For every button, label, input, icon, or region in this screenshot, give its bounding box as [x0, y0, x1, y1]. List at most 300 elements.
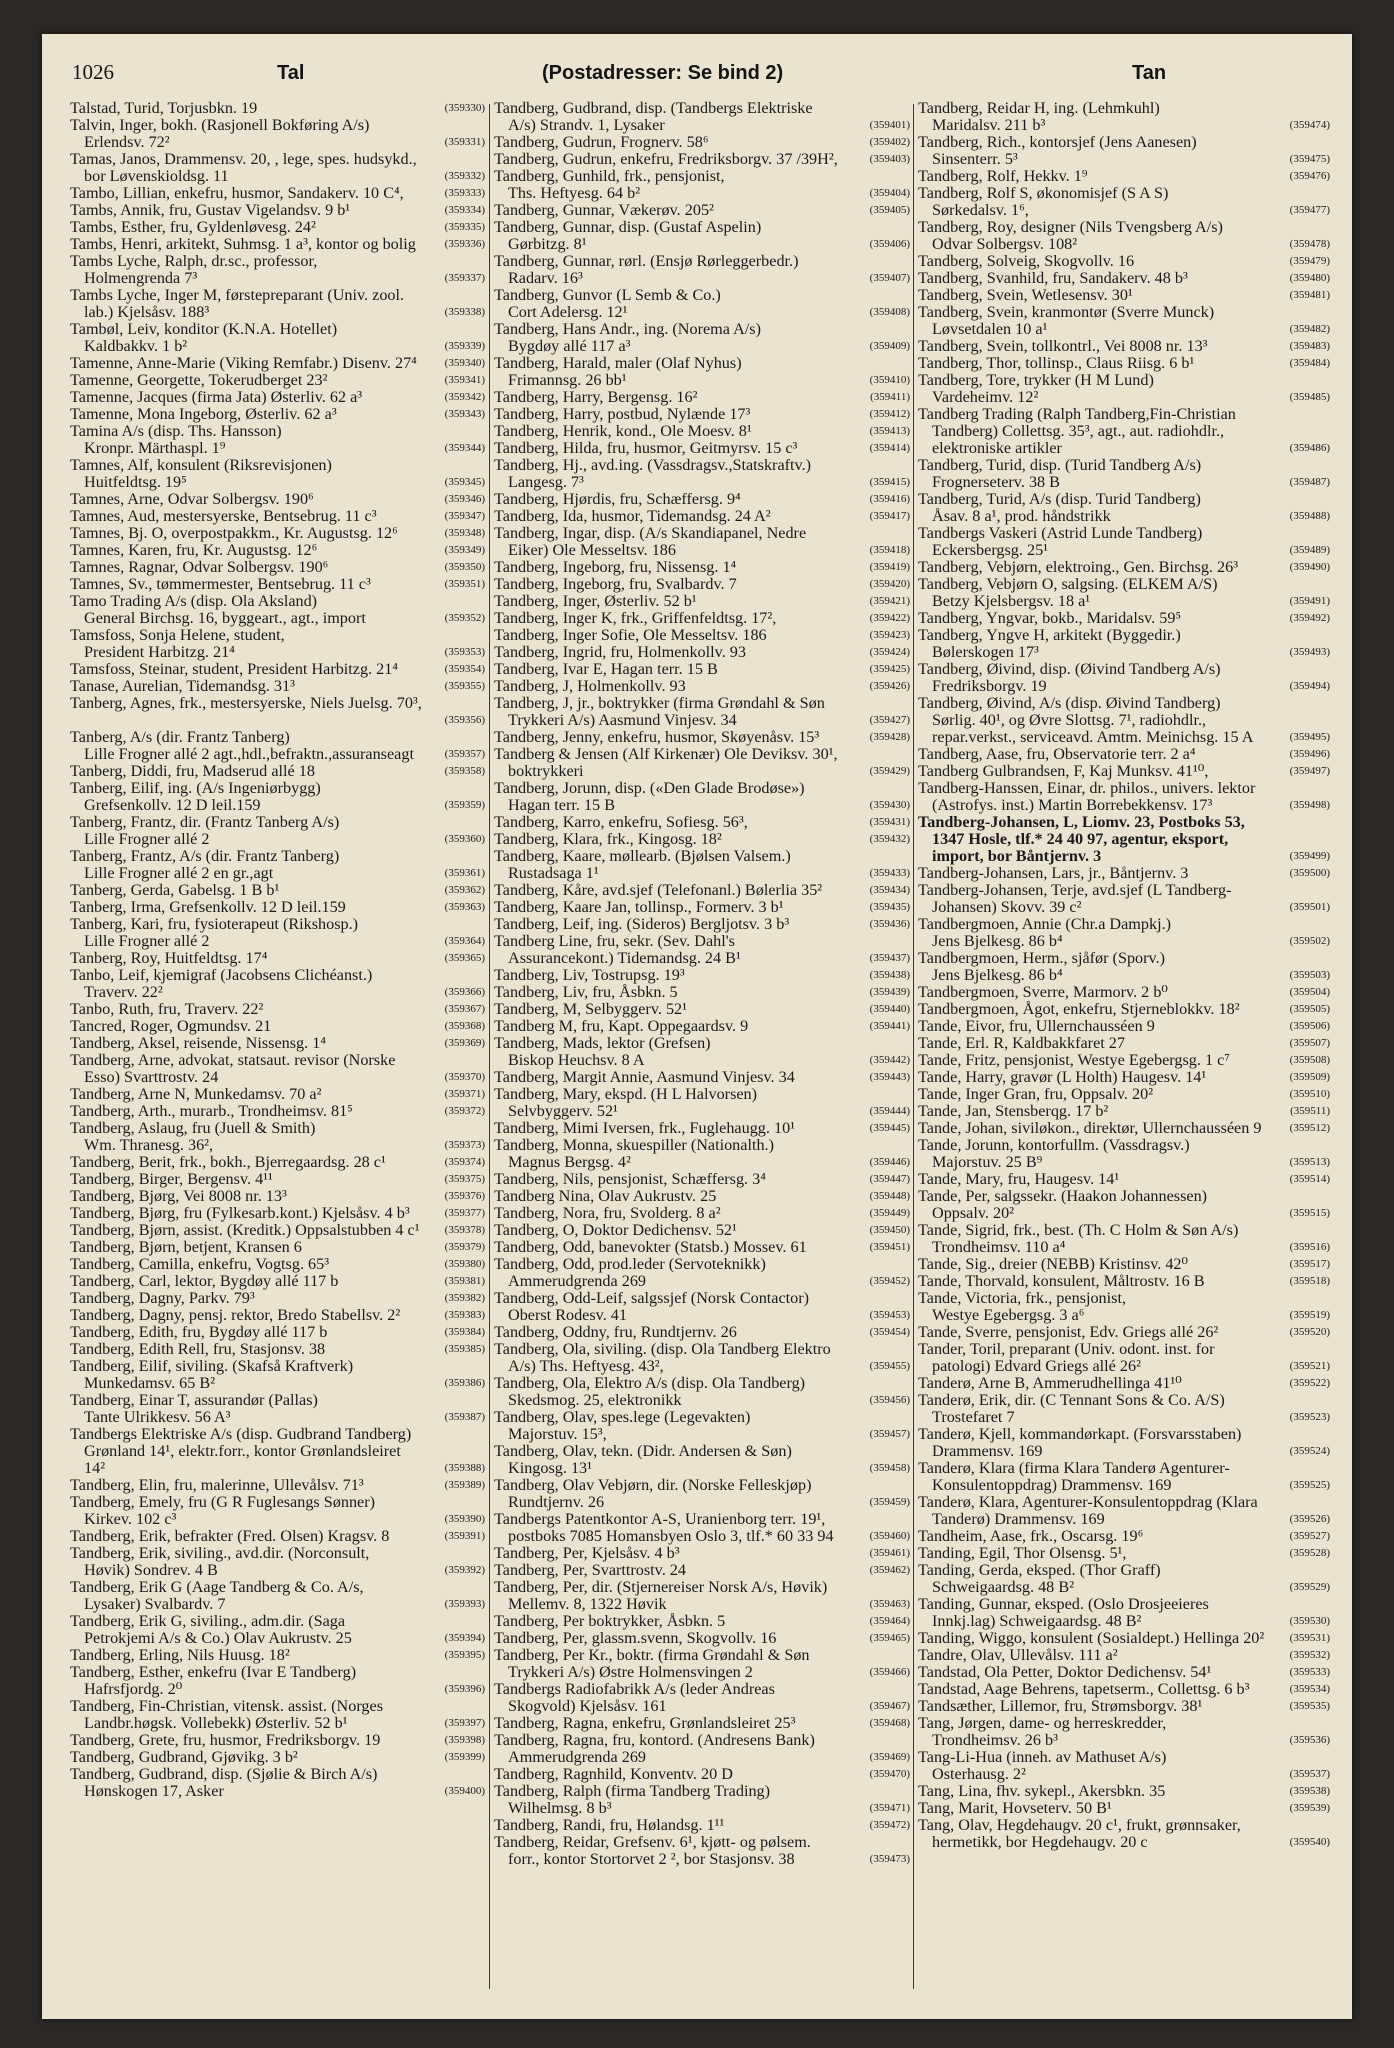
column-divider: [489, 104, 490, 1989]
entry-number: (359392): [443, 1562, 485, 1579]
entry-number: (359414): [868, 440, 910, 457]
entry-text: Tandberg, Hilda, fru, husmor, Geitmyrsv. 15 c³: [494, 439, 798, 457]
directory-entry: [918, 253, 1330, 270]
entry-text: Tandberg, Erik, befrakter (Fred. Olsen) Kragsv. 8: [70, 1527, 390, 1545]
entry-number: (359388): [443, 1460, 485, 1477]
directory-entry: [70, 1766, 485, 1800]
entry-text: Tandberg, Arth., murarb., Trondheimsv. 81⁵: [70, 1102, 353, 1120]
directory-entry: [70, 100, 485, 117]
entry-text: Tandberg, Elin, fru, malerinne, Ullevålsv. 71³: [70, 1476, 364, 1494]
directory-entry: [70, 355, 485, 372]
directory-entry: [494, 1715, 910, 1732]
entry-text: Tandberg, Olav, tekn. (Didr. Andersen & Søn) Kingosg. 13¹: [494, 1442, 792, 1477]
entry-number: (359528): [1288, 1545, 1330, 1562]
entry-text: Tandberg, Einar T, assurandør (Pallas) Tante Ulrikkesv. 56 A³: [70, 1391, 318, 1426]
entry-text: Tande, Per, salgssekr. (Haakon Johannessen) Oppsalv. 20²: [918, 1187, 1208, 1222]
entry-text: Tamina A/s (disp. Ths. Hansson) Kronpr. Märthaspl. 1⁹: [70, 422, 282, 457]
entry-text: Tandberg, Øivind, A/s (disp. Øivind Tandberg) Sørlig. 40¹, og Øvre Slottsg. 7¹, radiohdlr., repar.verkst., serviceavd. Amtm. Meinichsg. 15 A: [918, 694, 1254, 746]
entry-number: (359488): [1288, 508, 1330, 525]
entry-number: (359366): [443, 984, 485, 1001]
directory-entry: [918, 1528, 1330, 1545]
entry-text: Tandberg, Reidar, Grefsenv. 6¹, kjøtt- og pølsem. forr., kontor Stortorvet 2 ², bor Stasjonsv. 38: [494, 1833, 811, 1868]
entry-number: (359487): [1288, 474, 1330, 491]
entry-text: Tandberg, Mimi Iversen, frk., Fuglehaugg. 10¹: [494, 1119, 796, 1137]
entry-number: (359496): [1288, 746, 1330, 763]
page-number: 1026: [72, 60, 114, 84]
directory-entry: [70, 1647, 485, 1664]
directory-entry: [494, 1477, 910, 1511]
directory-entry: [494, 287, 910, 321]
entry-number: (359393): [443, 1596, 485, 1613]
entry-number: (359481): [1288, 287, 1330, 304]
entry-number: (359386): [443, 1375, 485, 1392]
entry-text: Tamnes, Karen, fru, Kr. Augustsg. 12⁶: [70, 541, 318, 559]
entry-text: Tamnes, Aud, mestersyerske, Bentsebrug. 11 c³: [70, 507, 377, 525]
entry-number: (359449): [868, 1205, 910, 1222]
directory-entry: [70, 1120, 485, 1154]
directory-entry: [494, 1324, 910, 1341]
entry-number: (359419): [868, 559, 910, 576]
entry-number: (359463): [868, 1596, 910, 1613]
column-divider: [913, 104, 914, 1989]
directory-entry: [494, 1511, 910, 1545]
entry-text: Tambøl, Leiv, konditor (K.N.A. Hotellet) Kaldbakkv. 1 b²: [70, 320, 338, 355]
entry-number: (359338): [443, 304, 485, 321]
entry-text: Tandstad, Aage Behrens, tapetserm., Collettsg. 6 b³: [918, 1680, 1250, 1698]
entry-text: Tamenne, Georgette, Tokerudberget 23²: [70, 371, 328, 389]
entry-number: (359359): [443, 797, 485, 814]
entry-text: Tandberg, Aase, fru, Observatorie terr. 2 a⁴: [918, 745, 1196, 763]
entry-number: (359438): [868, 967, 910, 984]
entry-number: (359462): [868, 1562, 910, 1579]
entry-number: (359482): [1288, 321, 1330, 338]
directory-entry: [70, 1732, 485, 1749]
entry-text: Tandberg, Arne N, Munkedamsv. 70 a²: [70, 1085, 322, 1103]
entry-text: Tandberg, Gudbrand, Gjøvikg. 3 b²: [70, 1748, 298, 1766]
entry-number: (359378): [443, 1222, 485, 1239]
directory-entry: [494, 882, 910, 899]
entry-number: (359390): [443, 1511, 485, 1528]
entry-text: Tandbergmoen, Herm., sjåfør (Sporv.) Jens Bjelkesg. 86 b⁴: [918, 949, 1166, 984]
directory-entry: [918, 1392, 1330, 1426]
entry-number: (359416): [868, 491, 910, 508]
directory-entry: [494, 678, 910, 695]
entry-number: (359458): [868, 1460, 910, 1477]
entry-text: Tanderø, Kjell, kommandørkapt. (Forsvarsstaben) Drammensv. 169: [918, 1425, 1242, 1460]
directory-entry: [918, 457, 1330, 491]
directory-entry: [70, 1188, 485, 1205]
entry-text: Tandberg, Turid, disp. (Turid Tandberg A/s) Frognerseterv. 38 B: [918, 456, 1202, 491]
entry-number: (359375): [443, 1171, 485, 1188]
directory-entry: [494, 593, 910, 610]
entry-number: (359355): [443, 678, 485, 695]
entry-text: Tanding, Egil, Thor Olsensg. 5¹,: [918, 1544, 1127, 1562]
entry-number: (359465): [868, 1630, 910, 1647]
entry-number: (359508): [1288, 1052, 1330, 1069]
directory-entry: [70, 814, 485, 848]
entry-text: Tanberg, Agnes, frk., mestersyerske, Niels Juelsg. 70³,: [70, 694, 422, 712]
entry-text: Tande, Sig., dreier (NEBB) Kristinsv. 42⁰: [918, 1255, 1189, 1273]
directory-entry: [918, 1018, 1330, 1035]
entry-number: (359470): [868, 1766, 910, 1783]
directory-entry: [494, 457, 910, 491]
entry-number: (359518): [1288, 1273, 1330, 1290]
entry-text: Tambs, Henri, arkitekt, Suhmsg. 1 a³, kontor og bolig: [70, 235, 416, 253]
directory-entry: [918, 559, 1330, 576]
entry-text: Tamenne, Anne-Marie (Viking Remfabr.) Disenv. 27⁴: [70, 354, 417, 372]
entry-number: (359467): [868, 1698, 910, 1715]
entry-number: (359435): [868, 899, 910, 916]
directory-entry: [494, 559, 910, 576]
directory-entry: [494, 848, 910, 882]
entry-number: (359337): [443, 270, 485, 287]
entry-number: (359483): [1288, 338, 1330, 355]
directory-entry: [918, 304, 1330, 338]
entry-text: Tandberg Gulbrandsen, F, Kaj Munksv. 41¹⁰,: [918, 762, 1209, 780]
entry-number: (359330): [443, 100, 485, 117]
entry-number: (359485): [1288, 389, 1330, 406]
directory-entry: [494, 1069, 910, 1086]
entry-number: (359476): [1288, 168, 1330, 185]
entry-number: (359348): [443, 525, 485, 542]
entry-number: (359502): [1288, 933, 1330, 950]
directory-entry: [918, 1103, 1330, 1120]
entry-text: Tandberg Line, fru, sekr. (Sev. Dahl's Assurancekont.) Tidemandsg. 24 B¹: [494, 932, 741, 967]
entry-text: Tandberg, Gudbrand, disp. (Tandbergs Elektriske A/s) Strandv. 1, Lysaker: [494, 100, 813, 134]
entry-number: (359509): [1288, 1069, 1330, 1086]
directory-entry: [494, 746, 910, 780]
entry-number: (359539): [1288, 1800, 1330, 1817]
directory-entry: [70, 1324, 485, 1341]
entry-number: (359344): [443, 440, 485, 457]
entry-number: (359383): [443, 1307, 485, 1324]
directory-entry: [918, 695, 1330, 746]
entry-text: Tandberg, Liv, Tostrupsg. 19³: [494, 966, 685, 984]
entry-text: Tandberg, Harald, maler (Olaf Nyhus) Frimannsg. 26 bb¹: [494, 354, 742, 389]
directory-entry: [918, 1120, 1330, 1137]
directory-entry: [918, 916, 1330, 950]
directory-entry: [494, 1205, 910, 1222]
entry-number: (359446): [868, 1154, 910, 1171]
directory-entry: [70, 1001, 485, 1018]
directory-entry: [494, 1647, 910, 1681]
directory-entry: [918, 1324, 1330, 1341]
directory-entry: [70, 1426, 485, 1477]
directory-entry: [70, 678, 485, 695]
entry-number: (359374): [443, 1154, 485, 1171]
entry-number: (359410): [868, 372, 910, 389]
directory-entry: [494, 1732, 910, 1766]
entry-text: Talstad, Turid, Torjusbkn. 19: [70, 100, 258, 117]
entry-text: Tandberg, Per, glassm.svenn, Skogvollv. 16: [494, 1629, 777, 1647]
entry-text: Tandberg, Bjørg, Vei 8008 nr. 13³: [70, 1187, 287, 1205]
entry-number: (359412): [868, 406, 910, 423]
directory-entry: [494, 1222, 910, 1239]
entry-text: Tandberg, Reidar H, ing. (Lehmkuhl) Maridalsv. 211 b³: [918, 100, 1160, 134]
entry-text: Tamenne, Jacques (firma Jata) Østerliv. 62 a³: [70, 388, 363, 406]
entry-text: Tandberg, Ola, Elektro A/s (disp. Ola Tandberg) Skedsmog. 25, elektronikk: [494, 1374, 806, 1409]
entry-text: Tandberg, Jenny, enkefru, husmor, Skøyenåsv. 15³: [494, 728, 820, 746]
directory-entry: [918, 185, 1330, 219]
entry-text: Tambs, Esther, fru, Gyldenløvesg. 24²: [70, 218, 316, 236]
entry-number: (359411): [868, 389, 910, 406]
directory-entry: [70, 661, 485, 678]
directory-entry: [494, 491, 910, 508]
entry-number: (359493): [1288, 644, 1330, 661]
entry-number: (359429): [868, 763, 910, 780]
entry-text: Tandberg, Mary, ekspd. (H L Halvorsen) Selvbyggerv. 52¹: [494, 1085, 758, 1120]
entry-text: Tandberg Nina, Olav Aukrustv. 25: [494, 1187, 717, 1205]
directory-entry: [918, 780, 1330, 814]
entry-text: Tanbo, Leif, kjemigraf (Jacobsens Clichéanst.) Traverv. 22²: [70, 966, 373, 1001]
entry-text: Tandbergmoen, Annie (Chr.a Dampkj.) Jens Bjelkesg. 86 b⁴: [918, 915, 1172, 950]
entry-number: (359439): [868, 984, 910, 1001]
directory-entry: [918, 355, 1330, 372]
entry-text: Tamsfoss, Steinar, student, President Harbitzg. 21⁴: [70, 660, 399, 678]
directory-entry: [918, 1171, 1330, 1188]
directory-entry: [70, 1358, 485, 1392]
entry-text: Tandberg, Thor, tollinsp., Claus Riisg. 6 b¹: [918, 354, 1195, 372]
directory-entry: [70, 1477, 485, 1494]
entry-number: (359426): [868, 678, 910, 695]
entry-text: Tande, Harry, gravør (L Holth) Haugesv. 14¹: [918, 1068, 1207, 1086]
entry-number: (359529): [1288, 1579, 1330, 1596]
entry-number: (359486): [1288, 440, 1330, 457]
directory-entry: [70, 457, 485, 491]
directory-entry: [918, 1749, 1330, 1783]
entry-text: Tanderø, Klara, Agenturer-Konsulentoppdrag (Klara Tanderø) Drammensv. 169: [918, 1493, 1258, 1528]
entry-number: (359397): [443, 1715, 485, 1732]
entry-text: Tandberg, Ragnhild, Konventv. 20 D: [494, 1765, 733, 1783]
entry-text: Tandberg, Per Kr., boktr. (firma Grøndahl & Søn Trykkeri A/s) Østre Holmensvingen 2: [494, 1646, 810, 1681]
directory-entry: [70, 372, 485, 389]
entry-text: Tandbergs Vaskeri (Astrid Lunde Tandberg) Eckersbergsg. 25¹: [918, 524, 1203, 559]
entry-text: Tandberg, Erik G (Aage Tandberg & Co. A/s, Lysaker) Svalbardv. 7: [70, 1578, 364, 1613]
entry-number: (359466): [868, 1664, 910, 1681]
entry-number: (359373): [443, 1137, 485, 1154]
entry-text: Tande, Eivor, fru, Ullernchausséen 9: [918, 1017, 1155, 1035]
entry-text: Tandberg, Edith, fru, Bygdøy allé 117 b: [70, 1323, 328, 1341]
entry-text: Tandberg-Johansen, Lars, jr., Båntjernv. 3: [918, 864, 1189, 882]
directory-entry: [70, 1239, 485, 1256]
entry-text: Tandberg, Ingar, disp. (A/s Skandiapanel, Nedre Eiker) Ole Messeltsv. 186: [494, 524, 807, 559]
entry-number: (359497): [1288, 763, 1330, 780]
entry-number: (359403): [868, 151, 910, 168]
entry-number: (359395): [443, 1647, 485, 1664]
entry-text: Tandberg, Per, dir. (Stjernereiser Norsk A/s, Høvik) Mellemv. 8, 1322 Høvik: [494, 1578, 828, 1613]
entry-number: (359365): [443, 950, 485, 967]
entry-text: Tandberg, Ingrid, fru, Holmenkollv. 93: [494, 643, 746, 661]
directory-entry: [70, 882, 485, 899]
entry-number: (359500): [1288, 865, 1330, 882]
directory-entry: [918, 576, 1330, 610]
directory-entry: [494, 1443, 910, 1477]
entry-text: Tandberg-Johansen, Terje, avd.sjef (L Tandberg- Johansen) Skovv. 39 c²: [918, 881, 1232, 916]
entry-number: (359349): [443, 542, 485, 559]
entry-number: (359382): [443, 1290, 485, 1307]
directory-entry: [494, 1783, 910, 1817]
directory-entry: [918, 1290, 1330, 1324]
entry-number: (359531): [1288, 1630, 1330, 1647]
directory-entry: [494, 576, 910, 593]
entry-text: Tandberg, Nils, pensjonist, Schæffersg. 3⁴: [494, 1170, 766, 1188]
entry-text: Tandberg Trading (Ralph Tandberg,Fin-Christian Tandberg) Collettsg. 35³, agt., aut. radiohdlr., elektroniske artikler: [918, 405, 1236, 457]
entry-text: Tandberg, Svanhild, fru, Sandakerv. 48 b³: [918, 269, 1188, 287]
directory-entry: [918, 134, 1330, 168]
entry-number: (359407): [868, 270, 910, 287]
entry-text: Tamnes, Bj. O, overpostpakkm., Kr. Augustsg. 12⁶: [70, 524, 398, 542]
entry-text: Tandberg, Monna, skuespiller (Nationalth.) Magnus Bergsg. 4²: [494, 1136, 774, 1171]
entry-text: Tandsæther, Lillemor, fru, Strømsborgv. 38¹: [918, 1697, 1203, 1715]
entry-number: (359474): [1288, 117, 1330, 134]
directory-entry: [918, 168, 1330, 185]
entry-text: Tandbergmoen, Sverre, Marmorv. 2 b⁰: [918, 983, 1168, 1001]
directory-entry: [70, 1086, 485, 1103]
entry-number: (359479): [1288, 253, 1330, 270]
directory-entry: [918, 1052, 1330, 1069]
entry-number: (359473): [868, 1851, 910, 1868]
entry-text: Tandberg, Dagny, Parkv. 79³: [70, 1289, 255, 1307]
entry-text: Tandbergs Radiofabrikk A/s (leder Andreas Skogvold) Kjelsåsv. 161: [494, 1680, 775, 1715]
entry-number: (359367): [443, 1001, 485, 1018]
entry-number: (359501): [1288, 899, 1330, 916]
entry-text: Tandberg, Inger Sofie, Ole Messeltsv. 186: [494, 626, 767, 644]
entry-text: Tandberg, Fin-Christian, vitensk. assist. (Norges Landbr.høgsk. Vollebekk) Østerliv. 52 b¹: [70, 1697, 383, 1732]
directory-entry: [494, 1035, 910, 1069]
entry-text: Tamenne, Mona Ingeborg, Østerliv. 62 a³: [70, 405, 337, 423]
entry-text: Tang, Olav, Hegdehaugv. 20 c¹, frukt, grønnsaker, hermetikk, bor Hegdehaugv. 20 c: [918, 1816, 1241, 1851]
entry-text: Tandberg, Vebjørn, elektroing., Gen. Birchsg. 26³: [918, 558, 1239, 576]
entry-number: (359345): [443, 474, 485, 491]
entry-number: (359405): [868, 202, 910, 219]
entry-text: Tandberg, Svein, Wetlesensv. 30¹: [918, 286, 1133, 304]
entry-text: Tanderø, Klara (firma Klara Tanderø Agenturer- Konsulentoppdrag) Drammensv. 169: [918, 1459, 1230, 1494]
directory-entry: [918, 763, 1330, 780]
entry-text: Tandberg, Per boktrykker, Åsbkn. 5: [494, 1612, 726, 1630]
entry-text: Tandberg, Svein, kranmontør (Sverre Munck) Løvsetdalen 10 a¹: [918, 303, 1215, 338]
entry-text: Tanberg, Diddi, fru, Madserud allé 18: [70, 762, 315, 780]
directory-entry: [494, 661, 910, 678]
entry-text: Tande, Sverre, pensjonist, Edv. Griegs allé 26²: [918, 1323, 1219, 1341]
directory-entry: [494, 1375, 910, 1409]
directory-entry: [70, 321, 485, 355]
directory-entry: [494, 253, 910, 287]
entry-text: Tanberg, Gerda, Gabelsg. 1 B b¹: [70, 881, 280, 899]
directory-entry: [918, 219, 1330, 253]
directory-entry: [70, 253, 485, 287]
entry-number: (359391): [443, 1528, 485, 1545]
entry-number: (359364): [443, 933, 485, 950]
entry-text: Tandberg, Gunnar, Vækerøv. 205²: [494, 201, 714, 219]
entry-number: (359464): [868, 1613, 910, 1630]
directory-entry: [918, 1783, 1330, 1800]
entry-text: Tandberg, Kåre, avd.sjef (Telefonanl.) Bølerlia 35²: [494, 881, 823, 899]
entry-text: Tandberg, Bjørn, betjent, Kransen 6: [70, 1238, 302, 1256]
directory-entry: [70, 542, 485, 559]
directory-entry: [494, 610, 910, 627]
entry-number: (359534): [1288, 1681, 1330, 1698]
entry-number: (359431): [868, 814, 910, 831]
directory-entry: [494, 1018, 910, 1035]
entry-text: Tandberg, J, Holmenkollv. 93: [494, 677, 686, 695]
directory-entry: [918, 1647, 1330, 1664]
directory-entry: [494, 508, 910, 525]
entry-number: (359478): [1288, 236, 1330, 253]
directory-entry: [918, 1800, 1330, 1817]
entry-text: Tandberg, Per, Kjelsåsv. 4 b³: [494, 1544, 680, 1562]
entry-number: (359472): [868, 1817, 910, 1834]
directory-entry: [494, 1630, 910, 1647]
entry-text: Tandberg, Margit Annie, Aasmund Vinjesv. 34: [494, 1068, 795, 1086]
directory-entry: [494, 1817, 910, 1834]
entry-text: Tande, Sigrid, frk., best. (Th. C Holm & Søn A/s) Trondheimsv. 110 a⁴: [918, 1221, 1239, 1256]
directory-entry: [70, 151, 485, 185]
entry-number: (359504): [1288, 984, 1330, 1001]
directory-column-1: [70, 100, 485, 2000]
entry-text: Tandberg, Hj., avd.ing. (Vassdragsv.,Statskraftv.) Langesg. 7³: [494, 456, 812, 491]
directory-entry: [70, 1664, 485, 1698]
directory-entry: [494, 1290, 910, 1324]
entry-text: Tande, Johan, siviløkon., direktør, Ullernchausséen 9: [918, 1119, 1262, 1137]
directory-entry: [918, 1426, 1330, 1460]
directory-entry: [70, 1035, 485, 1052]
directory-entry: [70, 916, 485, 950]
directory-entry: [494, 1188, 910, 1205]
directory-entry: [494, 1137, 910, 1171]
directory-entry: [494, 219, 910, 253]
entry-text: Tandberg, Randi, fru, Hølandsg. 1¹¹: [494, 1816, 725, 1834]
directory-entry: [918, 1817, 1330, 1851]
entry-text: Tandberg, Svein, tollkontrl., Vei 8008 nr. 13³: [918, 337, 1208, 355]
directory-entry: [70, 576, 485, 593]
entry-number: (359536): [1288, 1732, 1330, 1749]
directory-entry: [918, 1664, 1330, 1681]
entry-number: (359537): [1288, 1766, 1330, 1783]
entry-text: Tandberg, Ivar E, Hagan terr. 15 B: [494, 660, 718, 678]
entry-text: Tandberg, Kaare Jan, tollinsp., Formerv. 3 b¹: [494, 898, 784, 916]
entry-number: (359430): [868, 797, 910, 814]
entry-number: (359399): [443, 1749, 485, 1766]
directory-entry: [70, 729, 485, 763]
directory-entry: [70, 627, 485, 661]
entry-text: Tamsfoss, Sonja Helene, student, President Harbitzg. 21⁴: [70, 626, 285, 661]
entry-text: Tandberg, Kaare, møllearb. (Bjølsen Valsem.) Rustadsaga 1¹: [494, 847, 791, 882]
entry-number: (359350): [443, 559, 485, 576]
directory-entry: [494, 525, 910, 559]
entry-number: (359434): [868, 882, 910, 899]
entry-text: Tandberg, Ingeborg, fru, Svalbardv. 7: [494, 575, 737, 593]
entry-number: (359450): [868, 1222, 910, 1239]
directory-entry: [494, 1579, 910, 1613]
entry-number: (359342): [443, 389, 485, 406]
entry-text: Tandbergs Patentkontor A-S, Uranienborg terr. 19¹, postboks 7085 Homansbyen Oslo 3, tlf.* 60 33 94: [494, 1510, 834, 1545]
entry-number: (359477): [1288, 202, 1330, 219]
directory-entry: [70, 559, 485, 576]
entry-number: (359492): [1288, 610, 1330, 627]
entry-number: (359372): [443, 1103, 485, 1120]
entry-text: Tandberg, Gudbrand, disp. (Sjølie & Birch A/s) Hønskogen 17, Asker: [70, 1765, 378, 1800]
page-header: [72, 56, 1322, 92]
directory-entry: [70, 1256, 485, 1273]
entry-number: (359396): [443, 1681, 485, 1698]
entry-number: (359352): [443, 610, 485, 627]
directory-entry: [494, 100, 910, 134]
entry-text: Tandberg-Hanssen, Einar, dr. philos., univers. lektor (Astrofys. inst.) Martin Borrebekkensv. 17³: [918, 779, 1256, 814]
entry-number: (359521): [1288, 1358, 1330, 1375]
directory-entry: [918, 372, 1330, 406]
directory-entry: [918, 1256, 1330, 1273]
directory-entry: [494, 355, 910, 389]
